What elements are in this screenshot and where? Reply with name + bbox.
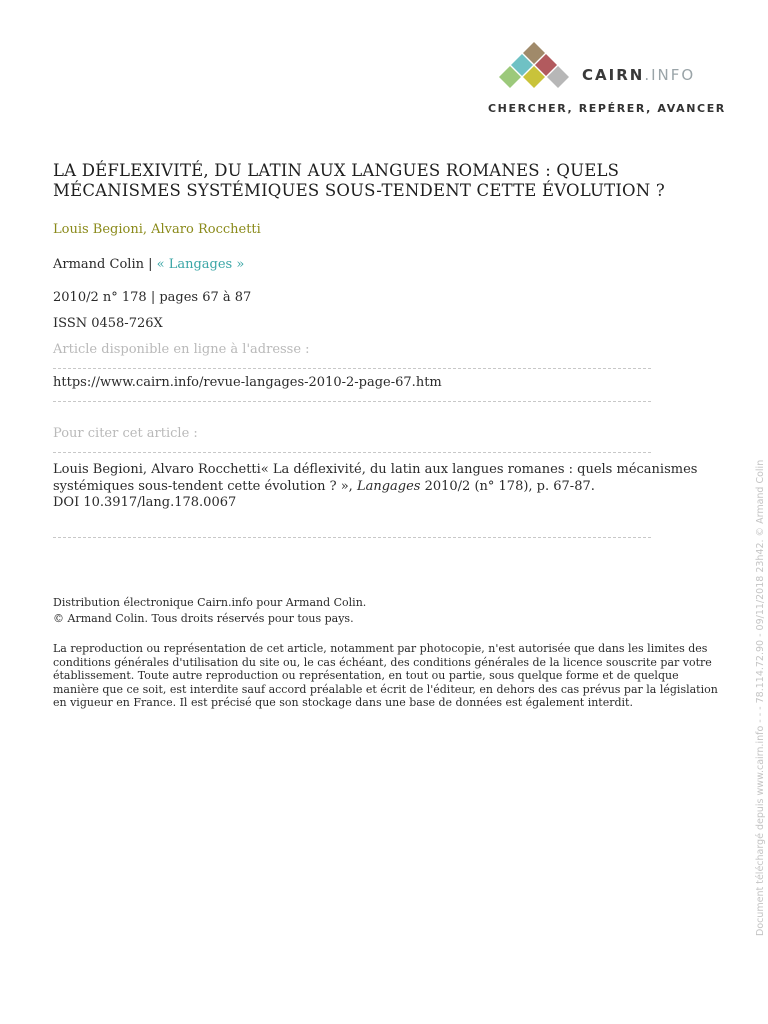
doi[interactable]: DOI 10.3917/lang.178.0067 xyxy=(53,495,237,510)
logo-dot: . xyxy=(644,66,652,84)
download-watermark: Document téléchargé depuis www.cairn.info - - - 78.114.72.90 - 09/11/2018 23h42. © Armand Colin xyxy=(755,459,766,936)
citation-text xyxy=(53,462,723,512)
available-online-label: Article disponible en ligne à l'adresse : xyxy=(53,342,310,357)
cairn-logo[interactable] xyxy=(486,38,726,122)
logo-suffix: INFO xyxy=(651,66,696,84)
distribution-notice xyxy=(53,595,733,626)
legal-notice: La reproduction ou représentation de cet article, notamment par photocopie, n'est autorisée que dans les limites des conditions générales d'utilisation du site ou, le cas échéant, des conditions générales de la licence souscrite par votre établissement. Toute autre reproduction ou représentation, en tout ou partie, sous quelque forme et de quelque manière que ce soit, est interdite sauf accord préalable et écrit de l'éditeur, en dehors des cas prévus par la législation en vigueur en France. Il est précisé que son stockage dans une base de données est également interdit. xyxy=(53,642,718,710)
divider xyxy=(53,537,651,538)
citation-main: Louis Begioni, Alvaro Rocchetti« La déflexivité, du latin aux langues romanes : quels mécanismes systémiques sous-tendent cette évolution ? », xyxy=(53,462,698,494)
publisher-line xyxy=(53,257,244,272)
cite-label: Pour citer cet article : xyxy=(53,426,198,441)
article-url[interactable]: https://www.cairn.info/revue-langages-2010-2-page-67.htm xyxy=(53,375,442,390)
issue-info: 2010/2 n° 178 | pages 67 à 87 xyxy=(53,290,252,305)
citation-journal: Langages xyxy=(356,478,421,494)
issn: ISSN 0458-726X xyxy=(53,316,163,331)
logo-wordmark xyxy=(582,66,695,84)
citation-issue: 2010/2 (n° 178), p. 67-87. xyxy=(420,478,595,494)
cairn-logo-diamonds-icon xyxy=(490,38,570,92)
publisher: Armand Colin xyxy=(53,257,144,272)
divider xyxy=(53,368,651,369)
logo-brand: CAIRN xyxy=(582,66,645,84)
distribution-line: Distribution électronique Cairn.info pour Armand Colin. xyxy=(53,596,367,609)
publisher-separator: | xyxy=(143,257,157,272)
logo-tagline: CHERCHER, REPÉRER, AVANCER xyxy=(488,102,726,115)
copyright-line: © Armand Colin. Tous droits réservés pour tous pays. xyxy=(53,611,354,625)
article-authors: Louis Begioni, Alvaro Rocchetti xyxy=(53,222,261,237)
divider xyxy=(53,452,651,453)
divider xyxy=(53,401,651,402)
journal-link[interactable]: « Langages » xyxy=(156,257,245,272)
article-title: LA DÉFLEXIVITÉ, DU LATIN AUX LANGUES ROMANES : QUELS MÉCANISMES SYSTÉMIQUES SOUS-TENDENT CETTE ÉVOLUTION ? xyxy=(53,161,665,200)
